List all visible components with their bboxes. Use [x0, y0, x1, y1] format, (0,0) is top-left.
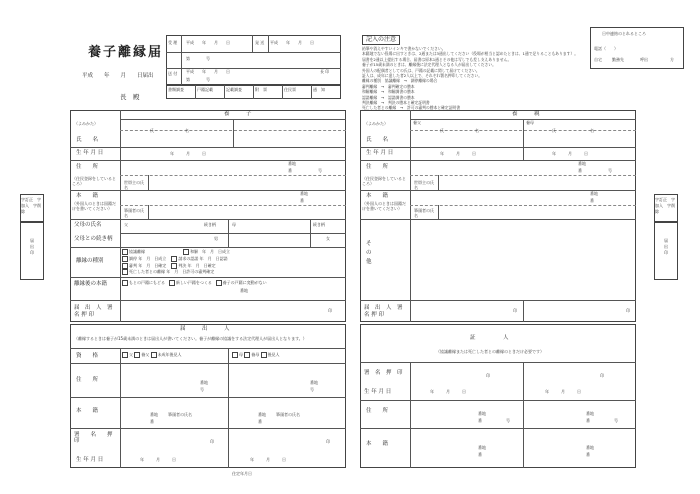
adoptee-name-given-field[interactable] — [235, 132, 344, 146]
adopter-honseki-banchi: 番地 — [590, 191, 598, 196]
issue-label: 発 送 — [255, 40, 265, 45]
type-checkbox[interactable] — [183, 249, 189, 255]
adopter-go: 号 — [608, 168, 612, 173]
receipt-number: 第 号 — [186, 56, 210, 61]
notifier-birth-ymd-2: 年 月 日 — [250, 457, 286, 462]
adopter-address-field[interactable] — [412, 162, 572, 174]
adoptee-name-label: 氏 名 — [76, 137, 99, 143]
notifier-address-field-2[interactable] — [230, 366, 344, 380]
adopter-ban: 番 — [578, 168, 582, 173]
notifier-header: 届 出 人 — [180, 326, 230, 332]
page-title: 養子離縁届 — [88, 45, 164, 60]
witness-ban-2: 番 — [586, 418, 590, 423]
notifier-go-2: 号 — [310, 387, 314, 392]
adoptee-ban: 番 — [288, 168, 292, 173]
notifier-address-field-1[interactable] — [122, 366, 226, 380]
notifier-signature-field-2[interactable] — [230, 430, 324, 450]
adoptee-given: 名 — [185, 128, 189, 133]
adoptee-signer-field[interactable] — [122, 303, 322, 319]
office-cell: 戸籍記載 — [197, 87, 213, 92]
adopter-birth-ymd-1: 年 月 日 — [440, 151, 476, 156]
adopter-honseki-note: （外国人のときは国籍だけを書いてください） — [362, 201, 406, 211]
adopter-given: 名 — [475, 128, 479, 133]
after-checkbox[interactable] — [169, 280, 175, 286]
type-checkbox[interactable] — [171, 263, 177, 269]
notifier-head-1: 筆頭者の氏名 — [168, 412, 192, 417]
adoptee-honseki-field[interactable] — [122, 192, 292, 204]
adoptee-yomi: （よみかた） — [74, 121, 98, 126]
notifier-status-right: 母 養母 後見人 — [232, 352, 280, 358]
after-checkbox[interactable] — [122, 280, 128, 286]
type-checkbox[interactable] — [122, 269, 128, 275]
recipient: 長 殿 — [120, 93, 140, 101]
notifier-head-2: 筆頭者の氏名 — [276, 412, 300, 417]
adopter-yomi: （よみかた） — [364, 121, 388, 126]
type-checkbox[interactable] — [122, 263, 128, 269]
residence-date: 住定年月日 — [232, 471, 252, 476]
adoptee-birth-ymd: 年 月 日 — [170, 151, 206, 156]
adopter-surname: 氏 — [440, 128, 444, 133]
contact-phone: 電話（ ） — [594, 46, 618, 51]
adopter-mother-label: 養母 — [526, 120, 534, 125]
sent-date: 平成 年 月 日 — [186, 69, 230, 74]
status-checkbox[interactable] — [232, 352, 238, 358]
notifier-banchi-2: 番地 — [310, 380, 318, 385]
adoptee-after-options: もとの戸籍にもどる 新しい戸籍をつくる 養子の戸籍に変動がない — [122, 280, 267, 286]
adoptee-honseki-label: 本 籍 — [76, 193, 99, 199]
witness-go-2: 号 — [614, 418, 618, 423]
office-cell: 通 知 — [313, 87, 325, 92]
notifier-birth-ymd-1: 年 月 日 — [140, 457, 176, 462]
adoptee-honseki-note: （外国人のときは国籍だけを書いてください） — [72, 201, 116, 211]
adoptee-head: 筆頭者の氏名 — [124, 208, 144, 218]
witness-seal-1: 印 — [486, 373, 490, 378]
notifier-status-left: 父 養父 未成年後見人 — [122, 352, 182, 358]
witness-header: 証 人 — [470, 335, 509, 341]
status-checkbox[interactable] — [244, 352, 250, 358]
adopter-name-label: 氏 名 — [366, 137, 389, 143]
adoptee-type-options: 協議離縁 和解 年 月 日成立 調停 年 月 日成立 請求の認諾 年 月 日認諾 審判 年 月 日確定 判決 年 月 日確定 死亡した者との離縁 年 月 日許可の審判確定 — [122, 249, 344, 276]
notifier-seal-1: 印 — [210, 439, 214, 444]
contact-work: 勤務先 — [612, 57, 624, 62]
adopter-other-field[interactable] — [412, 221, 634, 298]
adoptee-parents-label: 父母の氏名 — [74, 222, 102, 228]
adoptee-after-label: 離縁後の本籍 — [74, 281, 108, 287]
adopter-honseki-ban: 番 — [590, 198, 594, 203]
contact-kata: 方 — [670, 57, 674, 62]
notifier-ban-2: 番 — [258, 419, 262, 424]
adoptee-honseki-banchi: 番地 — [300, 191, 308, 196]
adoptee-after-banchi: 番地 — [240, 288, 248, 293]
sent-number: 第 号 — [186, 77, 210, 82]
adoptee-father: 父 — [124, 222, 128, 227]
adopter-honseki-label: 本 籍 — [366, 193, 389, 199]
contact-home: 自宅 — [594, 57, 602, 62]
office-cell: 記載調査 — [226, 87, 242, 92]
witness-note: （協議離縁または死亡した者との離縁のときだけ必要です） — [436, 349, 544, 354]
adopter-given-2: 名 — [590, 128, 594, 133]
adopter-honseki-field[interactable] — [412, 192, 582, 204]
adoptee-birth-label: 生 年 月 日 — [76, 150, 104, 156]
adoptee-address-note: （住民登録をしているところ） — [72, 176, 116, 186]
adopter-father-label: 養父 — [413, 120, 421, 125]
witness-birth-ymd-2: 年 月 日 — [545, 389, 581, 394]
notifier-status-label: 資 格 — [76, 353, 99, 359]
witness-honseki-label: 本 籍 — [366, 441, 389, 447]
adopter-banchi: 番地 — [578, 161, 586, 166]
adoptee-honseki-ban: 番 — [300, 198, 304, 203]
office-cell: 附 票 — [255, 87, 267, 92]
adopter-address-note: （住民登録をしているところ） — [362, 176, 406, 186]
after-checkbox[interactable] — [216, 280, 222, 286]
receipt-label: 受 理 — [168, 40, 178, 45]
right-correction-label: 字訂正 字加入 字削除 — [655, 197, 675, 214]
notifier-banchi-4: 番地 — [258, 412, 266, 417]
receipt-date: 平成 年 月 日 — [186, 40, 230, 45]
adoptee-go: 号 — [318, 168, 322, 173]
date-line: 平成 年 月 日届出 — [82, 73, 154, 79]
status-checkbox[interactable] — [122, 352, 128, 358]
status-checkbox[interactable] — [134, 352, 140, 358]
adoptee-birth-field[interactable] — [122, 148, 342, 158]
notifier-honseki-label: 本 籍 — [76, 408, 99, 414]
adopter-birth-label: 生 年 月 日 — [366, 150, 394, 156]
adoptee-address-label: 住 所 — [76, 164, 99, 170]
witness-ban-4: 番 — [586, 452, 590, 457]
adoptee-address-field[interactable] — [122, 162, 282, 174]
witness-table — [360, 324, 636, 468]
contact-call: 呼出 — [640, 57, 648, 62]
notifier-signature-field-1[interactable] — [122, 430, 206, 450]
right-stamp-label: 届出印 — [664, 238, 668, 255]
witness-signature-field-2[interactable] — [525, 364, 595, 384]
notifier-address-label: 住 所 — [76, 377, 99, 383]
adoptee-surname: 氏 — [150, 128, 154, 133]
witness-ban-3: 番 — [478, 452, 482, 457]
adopter-birth-ymd-2: 年 月 日 — [552, 151, 588, 156]
sent-label: 送 付 — [168, 71, 178, 76]
notifier-banchi-3: 番地 — [150, 412, 158, 417]
adopter-other-label: そ の 他 — [366, 241, 372, 265]
witness-signature-label: 署 名 押 印 — [364, 370, 403, 376]
adopter-mother-signer-field[interactable] — [525, 303, 625, 319]
adopter-seal-2: 印 — [626, 308, 630, 313]
left-stamp-label: 届出印 — [30, 238, 34, 255]
witness-banchi-3: 番地 — [478, 445, 486, 450]
witness-seal-2: 印 — [600, 373, 604, 378]
chief-seal: 長 印 — [320, 69, 330, 74]
adopter-address-label: 住 所 — [366, 164, 389, 170]
witness-birth-label: 生 年 月 日 — [364, 389, 392, 395]
adopter-householder: 世帯主の氏名 — [414, 180, 434, 190]
notifier-birth-label: 生 年 月 日 — [76, 457, 104, 463]
notes-body: 鉛筆や消えやすいインキで書かないでください。 本籍地でない役場に出すときは、2通または3通出してください（役場が相当と認めたときは、1通で足りることもあります）。 届書を2通以上提出する場合、届書は原本1通とその他は写しでも差し支えありません。 養子が15歳未満のときは、離縁後に法定代理人となる人が届出してください。 外国人の配偶者としての氏は、戸籍の記載に関して届けてください。 証人は、成年に達した者2人以上で、それぞれ署名押印してください。 離縁の種別 協議離縁 → 調停離縁の場合 審判離縁 → 審判確定の謄本 和解離縁 → 和解調書の謄本 認諾離縁 → 認諾調書の謄本 判決離縁 → 判決の謄本と確定証明書 死亡した者との離縁 → 許可の審判の謄本と確定証明書 — [362, 46, 579, 110]
adopter-father-name-field[interactable] — [412, 132, 521, 146]
notifier-go-1: 号 — [200, 387, 204, 392]
adoptee-banchi: 番地 — [288, 161, 296, 166]
office-cell: 書類調査 — [168, 87, 184, 92]
adoptee-signer-label: 届 出 人 署 名 押 印 — [74, 305, 113, 318]
witness-signature-field-1[interactable] — [412, 364, 482, 384]
witness-banchi-1: 番地 — [478, 411, 486, 416]
witness-banchi-4: 番地 — [586, 445, 594, 450]
notes-title: 記入の注意 — [362, 35, 400, 45]
status-checkbox[interactable] — [261, 352, 267, 358]
adoptee-header: 養 子 — [224, 111, 252, 117]
office-cell: 住民票 — [284, 87, 296, 92]
adoptee-male: 男 — [214, 236, 218, 241]
adopter-father-signer-field[interactable] — [412, 303, 512, 319]
status-checkbox[interactable] — [151, 352, 157, 358]
witness-go-1: 号 — [506, 418, 510, 423]
adoptee-householder: 世帯主の氏名 — [124, 180, 144, 190]
issue-date: 平成 年 月 日 — [270, 40, 314, 45]
adoptee-female: 女 — [326, 236, 330, 241]
type-checkbox[interactable] — [122, 249, 128, 255]
notifier-ban-1: 番 — [150, 419, 154, 424]
adopter-seal-1: 印 — [513, 308, 517, 313]
adoptee-tsuzuki-2: 続き柄 — [313, 222, 325, 227]
adopter-signer-label: 届 出 人 署 名 押 印 — [364, 305, 403, 318]
type-checkbox[interactable] — [171, 256, 177, 262]
witness-banchi-2: 番地 — [586, 411, 594, 416]
witness-ban-1: 番 — [478, 418, 482, 423]
notifier-banchi-1: 番地 — [200, 380, 208, 385]
notifier-signature-label: 署 名 押 印 — [74, 432, 124, 444]
witness-address-label: 住 所 — [366, 408, 389, 414]
contact-title: 日中連絡のとれるところ — [602, 31, 646, 36]
adopter-header: 養 親 — [512, 111, 540, 117]
notifier-note: （離縁するときは養子が15歳未満のときは届出人が書いてください。養子が離縁の協議をする法定代理人が届出人となります。） — [74, 336, 307, 341]
type-checkbox[interactable] — [122, 256, 128, 262]
adoptee-relation-label: 父母との続き柄 — [74, 236, 113, 242]
adopter-surname-2: 氏 — [552, 128, 556, 133]
adopter-mother-name-field[interactable] — [525, 132, 634, 146]
notifier-seal-2: 印 — [326, 439, 330, 444]
left-correction-label: 字訂正 字加入 字削除 — [21, 197, 41, 214]
adoptee-type-label: 離縁の種別 — [76, 258, 104, 264]
adoptee-tsuzuki-1: 続き柄 — [204, 222, 216, 227]
witness-birth-ymd-1: 年 月 日 — [430, 389, 466, 394]
adopter-head: 筆頭者の氏名 — [414, 208, 434, 218]
adoptee-mother: 母 — [232, 222, 236, 227]
adoptee-seal: 印 — [328, 308, 332, 313]
adoptee-name-field[interactable] — [122, 132, 231, 146]
